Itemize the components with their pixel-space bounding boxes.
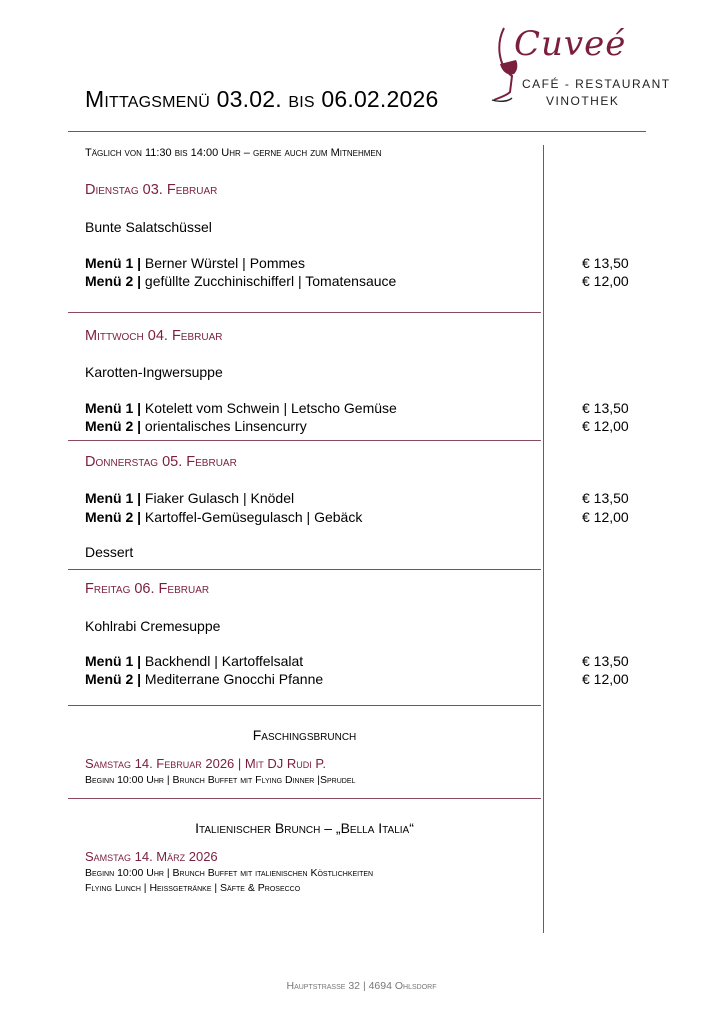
day-heading: Dienstag 03. Februar bbox=[85, 182, 218, 198]
menu-item bbox=[85, 653, 303, 669]
section-divider bbox=[68, 569, 541, 570]
menu-dish: orientalisches Linsencurry bbox=[141, 418, 307, 434]
menu-item bbox=[85, 671, 323, 687]
dessert-item: Dessert bbox=[85, 544, 134, 560]
menu-label: Menü 2 | bbox=[85, 509, 142, 525]
day-heading: Donnerstag 05. Februar bbox=[85, 454, 237, 470]
menu-label: Menü 1 | bbox=[85, 490, 142, 506]
menu-item bbox=[85, 273, 396, 289]
menu-label: Menü 2 | bbox=[85, 671, 142, 687]
menu-price: € 13,50 bbox=[582, 653, 629, 669]
menu-price: € 13,50 bbox=[582, 400, 629, 416]
event-detail: Beginn 10:00 Uhr | Brunch Buffet mit Flying Dinner |Sprudel bbox=[85, 774, 356, 786]
menu-dish: Kotelett vom Schwein | Letscho Gemüse bbox=[141, 400, 397, 416]
menu-label: Menü 2 | bbox=[85, 418, 142, 434]
event-date: Samstag 14. März 2026 bbox=[85, 849, 218, 864]
menu-label: Menü 2 | bbox=[85, 273, 142, 289]
day-heading: Freitag 06. Februar bbox=[85, 581, 210, 597]
event-title: Faschingsbrunch bbox=[252, 727, 357, 743]
menu-price: € 12,00 bbox=[582, 671, 629, 687]
menu-label: Menü 1 | bbox=[85, 400, 142, 416]
logo-subtitle-1: CAFÉ - RESTAURANT bbox=[522, 77, 671, 91]
menu-item bbox=[85, 490, 294, 506]
logo-wordmark: Cuveé bbox=[514, 24, 627, 64]
menu-label: Menü 1 | bbox=[85, 255, 142, 271]
logo-subtitle-2: VINOTHEK bbox=[546, 94, 620, 108]
menu-item bbox=[85, 418, 307, 434]
menu-price: € 13,50 bbox=[582, 490, 629, 506]
menu-price: € 12,00 bbox=[582, 418, 629, 434]
restaurant-logo bbox=[490, 14, 671, 124]
menu-dish: Berner Würstel | Pommes bbox=[141, 255, 305, 271]
event-detail: Beginn 10:00 Uhr | Brunch Buffet mit italienischen Köstlichkeiten bbox=[85, 867, 374, 879]
menu-dish: Kartoffel-Gemüsegulasch | Gebäck bbox=[141, 509, 363, 525]
section-divider bbox=[68, 705, 541, 706]
soup-item: Bunte Salatschüssel bbox=[85, 219, 212, 235]
menu-price: € 13,50 bbox=[582, 255, 629, 271]
menu-label: Menü 1 | bbox=[85, 653, 142, 669]
menu-dish: gefüllte Zucchinischifferl | Tomatensauce bbox=[141, 273, 397, 289]
day-heading: Mittwoch 04. Februar bbox=[85, 328, 223, 344]
menu-dish: Fiaker Gulasch | Knödel bbox=[141, 490, 295, 506]
footer-address: Hauptstraße 32 | 4694 Ohlsdorf bbox=[286, 980, 437, 992]
soup-item: Kohlrabi Cremesuppe bbox=[85, 618, 221, 634]
section-divider bbox=[68, 440, 541, 441]
title-divider bbox=[68, 131, 646, 132]
menu-dish: Mediterrane Gnocchi Pfanne bbox=[141, 671, 324, 687]
menu-dish: Backhendl | Kartoffelsalat bbox=[141, 653, 304, 669]
event-detail: Flying Lunch | Heißgetränke | Säfte & Prosecco bbox=[85, 882, 301, 894]
menu-item bbox=[85, 255, 305, 271]
soup-item: Karotten-Ingwersuppe bbox=[85, 364, 223, 380]
opening-hours-note: Täglich von 11:30 bis 14:00 Uhr – gerne auch zum Mitnehmen bbox=[85, 147, 382, 159]
menu-item bbox=[85, 509, 362, 525]
section-divider bbox=[68, 312, 541, 313]
page-title: Mittagsmenü 03.02. bis 06.02.2026 bbox=[85, 86, 439, 112]
section-divider bbox=[68, 798, 541, 799]
menu-price: € 12,00 bbox=[582, 273, 629, 289]
event-date: Samstag 14. Februar 2026 | Mit DJ Rudi P. bbox=[85, 756, 326, 771]
menu-price: € 12,00 bbox=[582, 509, 629, 525]
menu-item bbox=[85, 400, 397, 416]
event-title: Italienischer Brunch – „Bella Italia“ bbox=[195, 820, 414, 836]
price-column-divider bbox=[543, 145, 544, 933]
